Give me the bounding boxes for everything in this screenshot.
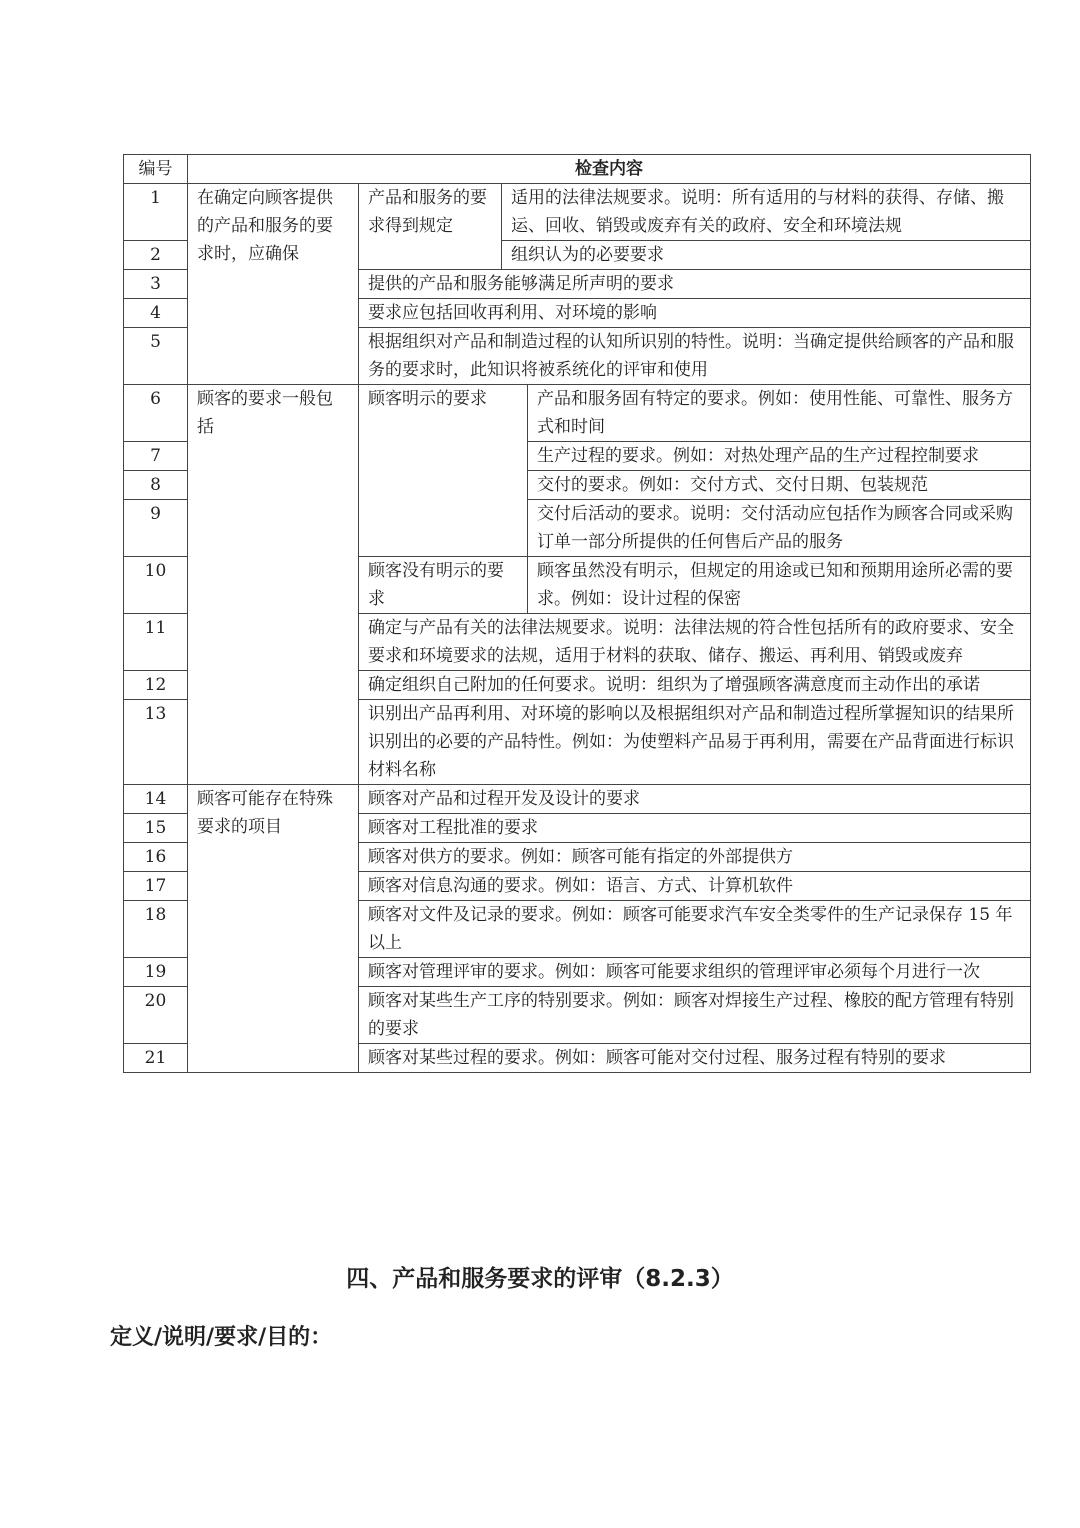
row-number: 15: [124, 814, 188, 843]
row-number: 18: [124, 901, 188, 958]
table-row: [124, 385, 1031, 442]
row-number: 19: [124, 958, 188, 987]
checklist-table: [123, 154, 1031, 1073]
row-number: 7: [124, 442, 188, 471]
row-content: 顾客对管理评审的要求。例如：顾客可能要求组织的管理评审必须每个月进行一次: [359, 958, 1031, 987]
row-number: 17: [124, 872, 188, 901]
row-content: 顾客虽然没有明示，但规定的用途或已知和预期用途所必需的要求。例如：设计过程的保密: [528, 557, 1031, 614]
row-content: 确定与产品有关的法律法规要求。说明：法律法规的符合性包括所有的政府要求、安全要求和环境要求的法规，适用于材料的获取、储存、搬运、再利用、销毁或废弃: [359, 614, 1031, 671]
row-number: 20: [124, 987, 188, 1044]
row-number: 3: [124, 270, 188, 299]
row-number: 12: [124, 671, 188, 700]
subgroup-label: 顾客明示的要求: [359, 385, 528, 557]
table-header-row: [124, 155, 1031, 184]
row-number: 2: [124, 241, 188, 270]
row-number: 11: [124, 614, 188, 671]
row-number: 4: [124, 299, 188, 328]
row-content: 顾客对产品和过程开发及设计的要求: [359, 785, 1031, 814]
row-number: 16: [124, 843, 188, 872]
row-content: 顾客对某些生产工序的特别要求。例如：顾客对焊接生产过程、橡胶的配方管理有特别的要求: [359, 987, 1031, 1044]
subgroup-label: 顾客没有明示的要求: [359, 557, 528, 614]
row-number: 1: [124, 184, 188, 241]
section-title: 四、产品和服务要求的评审（8.2.3）: [346, 1266, 734, 1292]
row-content: 根据组织对产品和制造过程的认知所识别的特性。说明：当确定提供给顾客的产品和服务的要求时，此知识将被系统化的评审和使用: [359, 328, 1031, 385]
row-content: 适用的法律法规要求。说明：所有适用的与材料的获得、存储、搬运、回收、销毁或废弃有关的政府、安全和环境法规: [502, 184, 1031, 241]
row-number: 5: [124, 328, 188, 385]
group-label: 在确定向顾客提供的产品和服务的要求时，应确保: [188, 184, 359, 385]
row-content: 提供的产品和服务能够满足所声明的要求: [359, 270, 1031, 299]
row-number: 9: [124, 500, 188, 557]
row-number: 21: [124, 1044, 188, 1073]
definition-label: 定义/说明/要求/目的：: [110, 1325, 333, 1350]
row-number: 8: [124, 471, 188, 500]
row-content: 要求应包括回收再利用、对环境的影响: [359, 299, 1031, 328]
row-content: 识别出产品再利用、对环境的影响以及根据组织对产品和制造过程所掌握知识的结果所识别出的必要的产品特性。例如：为使塑料产品易于再利用，需要在产品背面进行标识材料名称: [359, 700, 1031, 785]
row-content: 交付的要求。例如：交付方式、交付日期、包装规范: [528, 471, 1031, 500]
table-row: [124, 785, 1031, 814]
row-content: 顾客对文件及记录的要求。例如：顾客可能要求汽车安全类零件的生产记录保存 15 年以上: [359, 901, 1031, 958]
subgroup-label: 产品和服务的要求得到规定: [359, 184, 502, 270]
row-content: 组织认为的必要要求: [502, 241, 1031, 270]
row-number: 10: [124, 557, 188, 614]
row-content: 顾客对信息沟通的要求。例如：语言、方式、计算机软件: [359, 872, 1031, 901]
header-number: 编号: [124, 155, 188, 184]
row-content: 交付后活动的要求。说明：交付活动应包括作为顾客合同或采购订单一部分所提供的任何售后产品的服务: [528, 500, 1031, 557]
row-number: 6: [124, 385, 188, 442]
row-content: 生产过程的要求。例如：对热处理产品的生产过程控制要求: [528, 442, 1031, 471]
row-content: 顾客对某些过程的要求。例如：顾客可能对交付过程、服务过程有特别的要求: [359, 1044, 1031, 1073]
row-content: 顾客对供方的要求。例如：顾客可能有指定的外部提供方: [359, 843, 1031, 872]
table-row: [124, 184, 1031, 241]
group-label: 顾客可能存在特殊要求的项目: [188, 785, 359, 1073]
row-number: 13: [124, 700, 188, 785]
row-number: 14: [124, 785, 188, 814]
header-content: 检查内容: [188, 155, 1031, 184]
row-content: 产品和服务固有特定的要求。例如：使用性能、可靠性、服务方式和时间: [528, 385, 1031, 442]
row-content: 确定组织自己附加的任何要求。说明：组织为了增强顾客满意度而主动作出的承诺: [359, 671, 1031, 700]
row-content: 顾客对工程批准的要求: [359, 814, 1031, 843]
group-label: 顾客的要求一般包括: [188, 385, 359, 785]
